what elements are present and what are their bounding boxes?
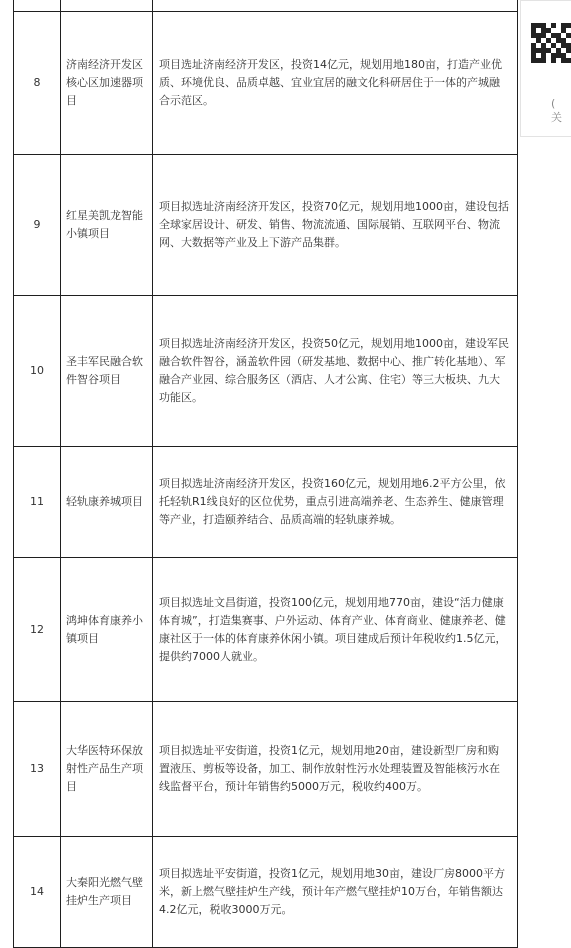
project-name: 鸿坤体育康养小镇项目 <box>61 558 153 702</box>
project-name: 济南经济开发区核心区加速器项目 <box>61 12 153 155</box>
project-description: 项目拟选址文昌街道，投资100亿元，规划用地770亩，建设“活力健康体育城”，打造集赛事、户外运动、体育产业、体育商业、健康养老、健康社区于一体的体育康养休闲小镇。项目建成后预计年税收约1.5亿元，提供约7000人就业。 <box>153 558 518 702</box>
project-description: 项目拟选址平安街道，投资1亿元，规划用地20亩，建设新型厂房和购置液压、剪板等设备，加工、制作放射性污水处理装置及智能核污水在线监督平台，预计年销售约5000万元，税收约400万。 <box>153 702 518 837</box>
project-number: 10 <box>14 296 61 447</box>
project-description: 项目拟选址济南经济开发区，投资160亿元，规划用地6.2平方公里，依托轻轨R1线良好的区位优势，重点引进高端养老、生态养生、健康管理等产业，打造颐养结合、品质高端的轻轨康养城。 <box>153 447 518 558</box>
number-cell <box>14 0 61 12</box>
table-row <box>14 12 518 155</box>
project-name: 轻轨康养城项目 <box>61 447 153 558</box>
project-number: 11 <box>14 447 61 558</box>
project-name: 红星美凯龙智能小镇项目 <box>61 155 153 296</box>
project-number: 12 <box>14 558 61 702</box>
project-number: 14 <box>14 837 61 948</box>
qr-side-panel[interactable] <box>520 0 571 137</box>
panel-text-line-2: 关 <box>551 111 562 124</box>
table-row-top-fragment <box>14 0 518 12</box>
project-name: 大华医特环保放射性产品生产项目 <box>61 702 153 837</box>
description-cell <box>153 0 518 12</box>
table-row <box>14 447 518 558</box>
qr-code-icon[interactable] <box>531 23 571 63</box>
project-description: 项目选址济南经济开发区，投资14亿元，规划用地180亩，打造产业优质、环境优良、品质卓越、宜业宜居的融文化科研居住于一体的产城融合示范区。 <box>153 12 518 155</box>
name-cell <box>61 0 153 12</box>
project-description: 项目拟选址平安街道，投资1亿元，规划用地30亩，建设厂房8000平方米，新上燃气壁挂炉生产线，预计年产燃气壁挂炉10万台，年销售额达4.2亿元，税收3000万元。 <box>153 837 518 948</box>
project-description: 项目拟选址济南经济开发区，投资50亿元，规划用地1000亩，建设军民融合软件智谷，涵盖软件园（研发基地、数据中心、推广转化基地）、军融合产业园、综合服务区（酒店、人才公寓、住宅）等三大板块、九大功能区。 <box>153 296 518 447</box>
table-row <box>14 837 518 948</box>
project-name: 大秦阳光燃气壁挂炉生产项目 <box>61 837 153 948</box>
project-number: 8 <box>14 12 61 155</box>
table-row <box>14 558 518 702</box>
table-row <box>14 155 518 296</box>
project-description: 项目拟选址济南经济开发区，投资70亿元，规划用地1000亩，建设包括全球家居设计、研发、销售、物流流通、国际展销、互联网平台、物流网、大数据等产业及上下游产品集群。 <box>153 155 518 296</box>
project-number: 9 <box>14 155 61 296</box>
table-row <box>14 702 518 837</box>
project-number: 13 <box>14 702 61 837</box>
projects-table <box>13 0 518 948</box>
table-row <box>14 296 518 447</box>
panel-text-line-1: ( <box>551 97 556 110</box>
project-name: 圣丰军民融合软件智谷项目 <box>61 296 153 447</box>
